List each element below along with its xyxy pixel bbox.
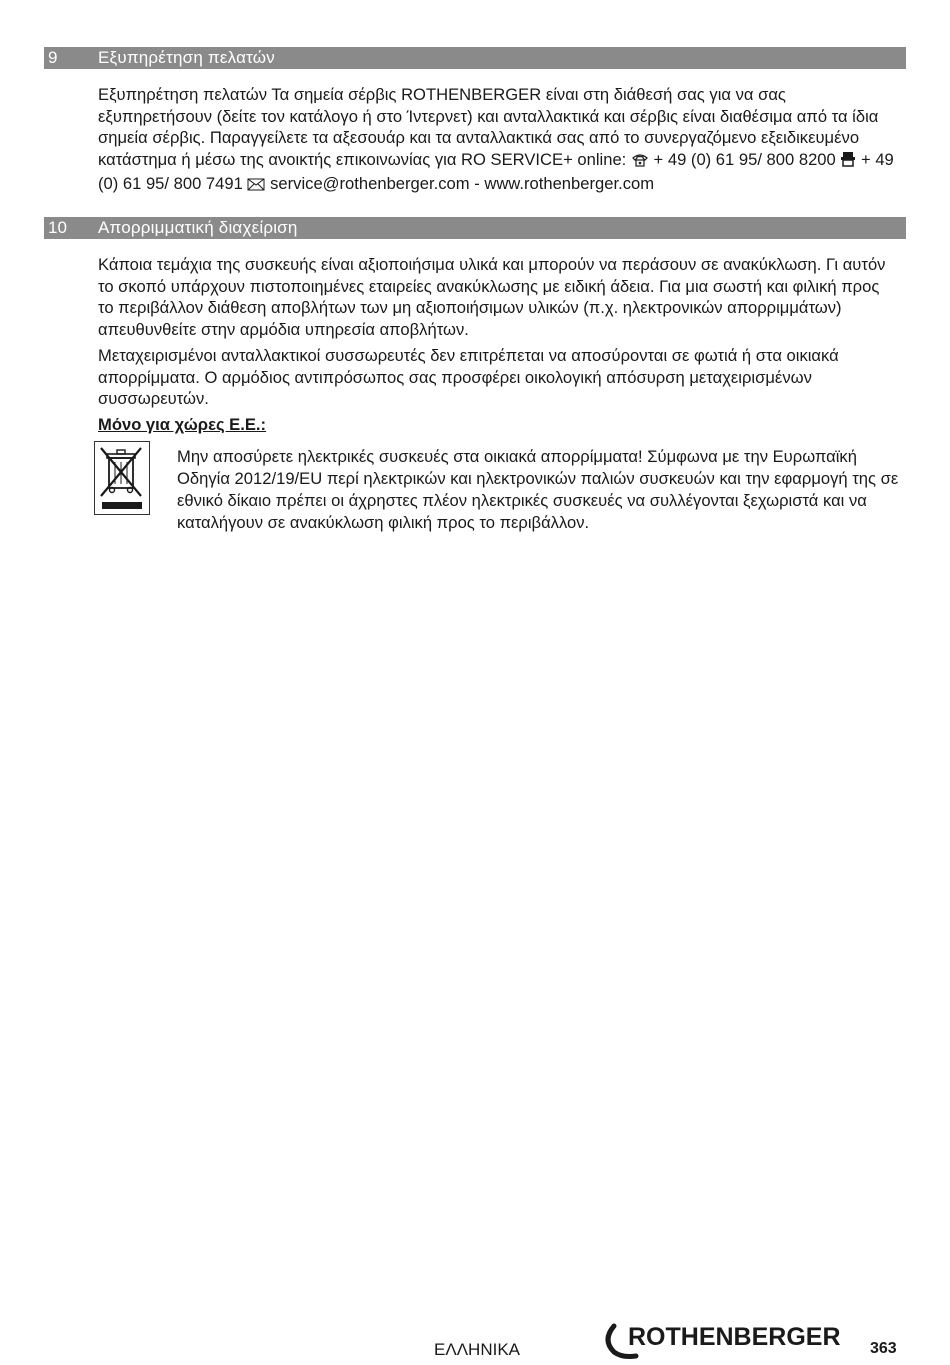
fax-icon: [840, 151, 856, 173]
section-header-10: [44, 217, 906, 239]
logo-wordmark: ROTHENBERGER: [628, 1323, 841, 1351]
email-address[interactable]: service@rothenberger.com: [270, 173, 470, 193]
fax-number: + 49 (0) 61 95/ 800 7491: [98, 150, 894, 193]
rothenberger-logo: [600, 1320, 850, 1360]
section-header-9: [44, 47, 906, 69]
eu-only-heading: Μόνο για χώρες Ε.Ε.:: [98, 415, 267, 434]
footer-language: ΕΛΛΗΝΙΚΑ: [434, 1340, 521, 1359]
page-number: 363: [870, 1340, 897, 1357]
section-number: 10: [48, 218, 67, 237]
section-title: Απορριμματική διαχείριση: [98, 218, 298, 237]
weee-directive-text: Μην αποσύρετε ηλεκτρικές συσκευές στα οικιακά απορρίμματα! Σύμφωνα με την Ευρωπαϊκή Οδηγία 2012/19/EU περί ηλεκτρικών και ηλεκτρονικών παλιών συσκευών και την εφαρμογή της σε εθνικό δίκαιο πρέπει οι άχρηστες πλέον ηλεκτρικές συσκευές να συλλέγονται ξεχωριστά και να καταλήγουν σε ανακύκλωση φιλική προς το περιβάλλον.: [177, 447, 899, 532]
crossed-out-bin-icon: [94, 441, 150, 515]
section-number: 9: [48, 48, 58, 67]
service-paragraph: [98, 84, 898, 197]
email-icon: [247, 175, 265, 197]
phone-icon: [631, 151, 649, 173]
service-text: Εξυπηρέτηση πελατών Τα σημεία σέρβις ROTHENBERGER είναι στη διάθεσή σας για να σας εξυπηρετήσουν (δείτε τον κατάλογο ή στο Ίντερνετ) και ανταλλακτικά και σέρβις είναι διαθέσιμα από τα ίδια σημεία σέρβις. Παραγγείλετε τα αξεσουάρ και τα ανταλλακτικά σας από το συνεργαζόμενο εξειδικευμένο κατάστημα ή μέσω της ανοικτής επικοινωνίας για RO SERVICE+ online:: [98, 85, 879, 170]
disposal-paragraph-1: Κάποια τεμάχια της συσκευής είναι αξιοποιήσιμα υλικά και μπορούν να περάσουν σε ανακύκλωση. Γι αυτόν το σκοπό υπάρχουν πιστοποιημένες εταιρείες ανακύκλωσης με ειδική άδεια. Για μια σωστή και φιλική προς το περιβάλλον διάθεση αποβλήτων των μη αξιοποιήσιμων υλικών (π.χ. ηλεκτρονικών απορριμμάτων) απευθυνθείτε στην αρμόδια υπηρεσία αποβλήτων.: [98, 255, 886, 340]
website-link[interactable]: - www.rothenberger.com: [474, 173, 655, 193]
disposal-paragraph-2: Μεταχειρισμένοι ανταλλακτικοί συσσωρευτές δεν επιτρέπεται να αποσύρονται σε φωτιά ή στα οικιακά απορρίμματα. Ο αρμόδιος αντιπρόσωπος σας προσφέρει οικολογική απόσυρση μεταχειρισμένων συσσωρευτών.: [98, 346, 839, 409]
phone-number: + 49 (0) 61 95/ 800 8200: [653, 150, 836, 170]
section-title: Εξυπηρέτηση πελατών: [98, 48, 275, 67]
